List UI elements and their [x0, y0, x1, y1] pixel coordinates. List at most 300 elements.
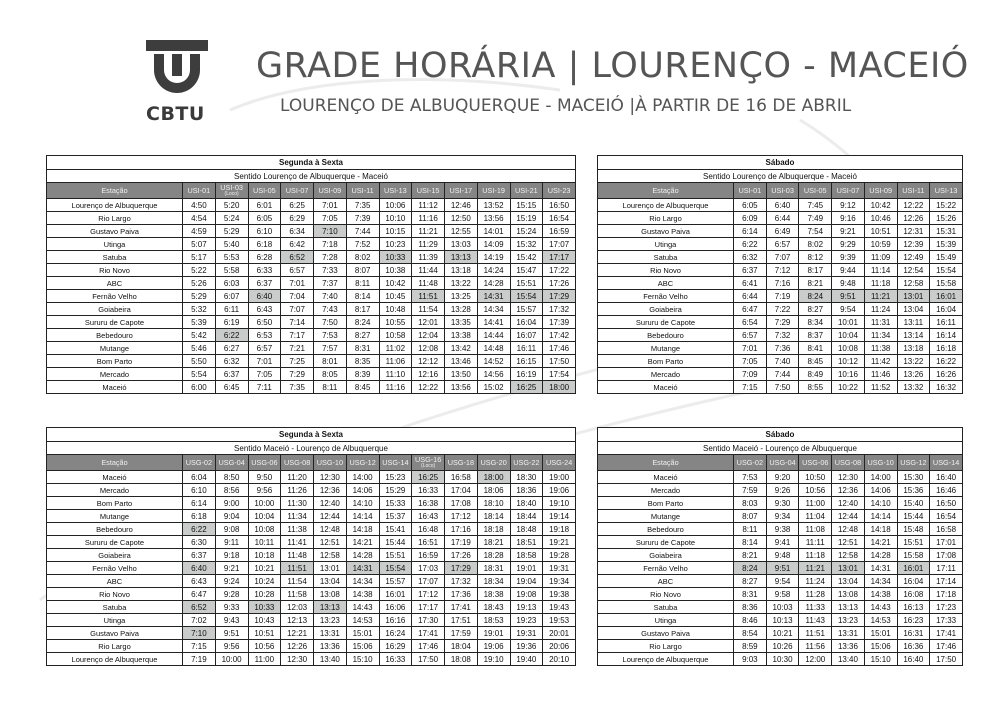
departure-time: 18:51 [510, 536, 543, 549]
departure-time: 7:07 [766, 251, 799, 264]
station-name: Mercado [598, 368, 734, 381]
departure-time: 18:53 [477, 614, 510, 627]
train-code: USI-03 [220, 183, 243, 192]
departure-time: 8:49 [799, 368, 832, 381]
logo-text: CBTU [146, 103, 205, 125]
departure-time: 12:30 [832, 471, 865, 484]
table-row [47, 342, 576, 355]
departure-time: 15:01 [346, 627, 379, 640]
table-row [47, 303, 576, 316]
departure-time: 6:42 [281, 238, 314, 251]
departure-time: 10:04 [832, 329, 865, 342]
departure-time: 10:38 [379, 264, 412, 277]
departure-time: 14:21 [346, 536, 379, 549]
departure-time: 8:31 [346, 342, 379, 355]
departure-time: 17:46 [412, 640, 445, 653]
table-row [47, 264, 576, 277]
departure-time: 11:02 [379, 342, 412, 355]
departure-time: 19:06 [543, 484, 576, 497]
departure-time: 13:23 [314, 614, 347, 627]
departure-time: 18:00 [477, 471, 510, 484]
departure-time: 5:39 [183, 316, 216, 329]
departure-time: 11:38 [281, 523, 314, 536]
departure-time: 9:38 [766, 523, 799, 536]
departure-time: 11:04 [799, 510, 832, 523]
departure-time: 13:23 [832, 614, 865, 627]
departure-time: 5:17 [183, 251, 216, 264]
departure-time: 15:54 [379, 562, 412, 575]
departure-time: 12:04 [412, 329, 445, 342]
departure-time: 7:40 [766, 355, 799, 368]
departure-time: 14:28 [477, 277, 510, 290]
departure-time: 11:18 [864, 277, 897, 290]
departure-time: 9:03 [734, 653, 767, 666]
station-column-header: Estação [47, 455, 183, 471]
departure-time: 8:54 [734, 627, 767, 640]
departure-time: 19:06 [477, 640, 510, 653]
departure-time: 17:12 [445, 510, 478, 523]
station-name: Sururu de Capote [47, 536, 183, 549]
departure-time: 15:06 [864, 640, 897, 653]
departure-time: 10:08 [248, 523, 281, 536]
departure-time: 14:09 [477, 238, 510, 251]
departure-time: 7:19 [183, 653, 216, 666]
departure-time: 18:28 [477, 549, 510, 562]
departure-time: 19:28 [543, 549, 576, 562]
departure-time: 11:34 [864, 329, 897, 342]
departure-time: 13:40 [314, 653, 347, 666]
departure-time: 7:04 [281, 290, 314, 303]
departure-time: 10:16 [832, 368, 865, 381]
station-name: Gustavo Paiva [47, 225, 183, 238]
departure-time: 11:51 [281, 562, 314, 575]
departure-time: 6:28 [248, 251, 281, 264]
departure-time: 18:43 [477, 601, 510, 614]
departure-time: 16:50 [543, 199, 576, 212]
departure-time: 17:14 [930, 575, 963, 588]
departure-time: 8:41 [799, 342, 832, 355]
departure-time: 13:13 [314, 601, 347, 614]
train-column-header: USI-13 [930, 183, 963, 199]
departure-time: 12:40 [832, 497, 865, 510]
station-name: Bom Parto [47, 497, 183, 510]
departure-time: 17:17 [412, 601, 445, 614]
departure-time: 15:42 [510, 251, 543, 264]
station-name: Mutange [598, 342, 734, 355]
departure-time: 12:22 [897, 199, 930, 212]
departure-time: 12:16 [412, 368, 445, 381]
table-row [598, 536, 963, 549]
departure-time: 8:45 [799, 355, 832, 368]
station-name: Utinga [598, 238, 734, 251]
departure-time: 6:47 [183, 588, 216, 601]
departure-time: 7:05 [734, 355, 767, 368]
departure-time: 7:10 [183, 627, 216, 640]
departure-time: 13:08 [832, 588, 865, 601]
departure-time: 15:37 [379, 510, 412, 523]
departure-time: 9:12 [832, 199, 865, 212]
departure-time: 6:44 [766, 212, 799, 225]
departure-time: 14:43 [346, 601, 379, 614]
departure-time: 11:48 [412, 277, 445, 290]
departure-time: 15:30 [897, 471, 930, 484]
train-column-header: USI-07 [832, 183, 865, 199]
departure-time: 8:05 [314, 368, 347, 381]
departure-time: 11:28 [799, 588, 832, 601]
train-column-header: USG-18 [445, 455, 478, 471]
departure-time: 17:42 [543, 329, 576, 342]
station-name: Bom Parto [598, 497, 734, 510]
train-column-header: USI-23 [543, 183, 576, 199]
departure-time: 17:46 [543, 342, 576, 355]
table-row [47, 614, 576, 627]
departure-time: 19:21 [543, 536, 576, 549]
departure-time: 19:00 [543, 471, 576, 484]
station-name: Rio Novo [598, 588, 734, 601]
departure-time: 13:25 [445, 290, 478, 303]
departure-time: 14:34 [864, 575, 897, 588]
departure-time: 12:54 [897, 264, 930, 277]
departure-time: 15:57 [379, 575, 412, 588]
departure-time: 7:25 [281, 355, 314, 368]
departure-time: 9:28 [215, 588, 248, 601]
table-row [598, 562, 963, 575]
departure-time: 10:24 [248, 575, 281, 588]
departure-time: 14:14 [346, 510, 379, 523]
departure-time: 12:58 [897, 277, 930, 290]
departure-time: 13:14 [897, 329, 930, 342]
departure-time: 9:26 [766, 484, 799, 497]
departure-time: 16:11 [930, 316, 963, 329]
station-name: Fernão Velho [598, 290, 734, 303]
departure-time: 15:41 [379, 523, 412, 536]
departure-time: 16:29 [379, 640, 412, 653]
departure-time: 8:46 [734, 614, 767, 627]
departure-time: 16:46 [930, 484, 963, 497]
station-name: Mutange [47, 510, 183, 523]
departure-time: 8:36 [734, 601, 767, 614]
departure-time: 12:40 [314, 497, 347, 510]
departure-time: 19:23 [510, 614, 543, 627]
departure-time: 11:00 [248, 653, 281, 666]
departure-time: 11:21 [799, 562, 832, 575]
departure-time: 10:33 [248, 601, 281, 614]
departure-time: 6:37 [215, 368, 248, 381]
departure-time: 10:48 [379, 303, 412, 316]
departure-time: 17:33 [930, 614, 963, 627]
table-row [598, 368, 963, 381]
table-row [598, 497, 963, 510]
departure-time: 16:08 [897, 588, 930, 601]
departure-time: 7:11 [248, 381, 281, 394]
departure-time: 14:31 [864, 562, 897, 575]
station-name: Goiabeira [47, 303, 183, 316]
departure-time: 8:55 [799, 381, 832, 394]
departure-time: 19:08 [510, 588, 543, 601]
station-name: Rio Largo [47, 640, 183, 653]
page-title: GRADE HORÁRIA | LOURENÇO - MACEIÓ [256, 46, 969, 86]
departure-time: 6:05 [734, 199, 767, 212]
station-name: ABC [598, 277, 734, 290]
departure-time: 15:10 [864, 653, 897, 666]
departure-time: 9:21 [215, 562, 248, 575]
departure-time: 16:14 [930, 329, 963, 342]
departure-time: 15:06 [346, 640, 379, 653]
departure-time: 11:30 [281, 497, 314, 510]
table-row [47, 329, 576, 342]
station-name: Bom Parto [47, 355, 183, 368]
departure-time: 12:13 [281, 614, 314, 627]
departure-time: 7:07 [281, 303, 314, 316]
table-row [47, 381, 576, 394]
departure-time: 6:32 [215, 355, 248, 368]
departure-time: 17:22 [543, 264, 576, 277]
departure-time: 14:21 [864, 536, 897, 549]
departure-time: 10:06 [379, 199, 412, 212]
departure-time: 16:58 [445, 471, 478, 484]
departure-time: 5:29 [215, 225, 248, 238]
train-column-header: USG-02 [734, 455, 767, 471]
departure-time: 8:37 [799, 329, 832, 342]
table-row [47, 562, 576, 575]
departure-time: 6:22 [183, 523, 216, 536]
departure-time: 11:33 [799, 601, 832, 614]
direction-header: Sentido Lourenço de Albuquerque - Maceió [598, 170, 963, 183]
station-column-header: Estação [47, 183, 183, 199]
departure-time: 10:45 [379, 290, 412, 303]
departure-time: 6:37 [183, 549, 216, 562]
departure-time: 17:32 [445, 575, 478, 588]
departure-time: 16:24 [379, 627, 412, 640]
departure-time: 12:58 [832, 549, 865, 562]
departure-time: 12:30 [314, 471, 347, 484]
departure-time: 12:12 [412, 355, 445, 368]
departure-time: 8:27 [799, 303, 832, 316]
station-name: Gustavo Paiva [47, 627, 183, 640]
departure-time: 6:52 [183, 601, 216, 614]
departure-time: 6:57 [281, 264, 314, 277]
departure-time: 17:08 [445, 497, 478, 510]
table-row [47, 277, 576, 290]
departure-time: 7:52 [346, 238, 379, 251]
direction-header: Sentido Maceió - Lourenço de Albuquerque [47, 442, 576, 455]
departure-time: 16:04 [930, 303, 963, 316]
departure-time: 5:54 [183, 368, 216, 381]
departure-time: 8:50 [215, 471, 248, 484]
table-row [47, 640, 576, 653]
departure-time: 14:44 [477, 329, 510, 342]
departure-time: 7:40 [314, 290, 347, 303]
departure-time: 8:07 [346, 264, 379, 277]
train-column-header: USG-06 [799, 455, 832, 471]
departure-time: 12:49 [897, 251, 930, 264]
departure-time: 12:22 [412, 381, 445, 394]
schedule-weekday-to-maceio [46, 155, 576, 394]
departure-time: 7:57 [314, 342, 347, 355]
departure-time: 7:32 [766, 329, 799, 342]
departure-time: 17:08 [930, 549, 963, 562]
departure-time: 9:51 [832, 290, 865, 303]
departure-time: 10:15 [379, 225, 412, 238]
table-row [598, 510, 963, 523]
departure-time: 10:12 [832, 355, 865, 368]
station-name: ABC [47, 277, 183, 290]
departure-time: 5:24 [215, 212, 248, 225]
departure-time: 6:53 [248, 329, 281, 342]
departure-time: 11:52 [864, 381, 897, 394]
departure-time: 17:01 [930, 536, 963, 549]
train-column-header: USG-08 [281, 455, 314, 471]
departure-time: 17:17 [543, 251, 576, 264]
departure-time: 17:39 [543, 316, 576, 329]
departure-time: 6:19 [215, 316, 248, 329]
departure-time: 5:46 [183, 342, 216, 355]
departure-time: 11:29 [412, 238, 445, 251]
departure-time: 17:19 [445, 536, 478, 549]
departure-time: 17:07 [412, 575, 445, 588]
departure-time: 6:50 [248, 316, 281, 329]
departure-time: 16:13 [897, 601, 930, 614]
departure-time: 15:01 [864, 627, 897, 640]
departure-time: 10:50 [799, 471, 832, 484]
departure-time: 13:38 [445, 329, 478, 342]
departure-time: 16:40 [930, 471, 963, 484]
departure-time: 18:34 [477, 575, 510, 588]
departure-time: 12:00 [799, 653, 832, 666]
train-column-header: USI-09 [864, 183, 897, 199]
departure-time: 18:30 [510, 471, 543, 484]
departure-time: 14:18 [864, 523, 897, 536]
departure-time: 9:56 [215, 640, 248, 653]
departure-time: 15:32 [510, 238, 543, 251]
departure-time: 13:52 [477, 199, 510, 212]
station-name: Satuba [47, 601, 183, 614]
table-row [598, 523, 963, 536]
station-name: Lourenço de Albuquerque [47, 653, 183, 666]
train-column-header: USG-14 [379, 455, 412, 471]
departure-time: 15:51 [897, 536, 930, 549]
departure-time: 13:04 [832, 575, 865, 588]
departure-time: 8:02 [799, 238, 832, 251]
departure-time: 4:50 [183, 199, 216, 212]
departure-time: 13:03 [445, 238, 478, 251]
station-name: Sururu de Capote [598, 536, 734, 549]
departure-time: 15:02 [477, 381, 510, 394]
departure-time: 11:21 [864, 290, 897, 303]
departure-time: 15:57 [510, 303, 543, 316]
departure-time: 11:31 [864, 316, 897, 329]
train-column-header: USI-17 [445, 183, 478, 199]
departure-time: 13:42 [445, 342, 478, 355]
departure-time: 12:44 [314, 510, 347, 523]
departure-time: 15:54 [930, 264, 963, 277]
table-row [47, 549, 576, 562]
train-column-header: USG-02 [183, 455, 216, 471]
departure-time: 16:51 [412, 536, 445, 549]
departure-time: 8:59 [734, 640, 767, 653]
departure-time: 8:27 [734, 575, 767, 588]
departure-time: 10:21 [248, 562, 281, 575]
departure-time: 14:00 [346, 471, 379, 484]
departure-time: 15:39 [930, 238, 963, 251]
departure-time: 13:22 [897, 355, 930, 368]
departure-time: 7:02 [183, 614, 216, 627]
departure-time: 9:24 [215, 575, 248, 588]
table-row [598, 355, 963, 368]
table-row [598, 251, 963, 264]
train-column-header: USI-01 [734, 183, 767, 199]
station-name: Satuba [598, 251, 734, 264]
departure-time: 8:34 [799, 316, 832, 329]
departure-time: 20:01 [543, 627, 576, 640]
train-column-header: USI-05 [799, 183, 832, 199]
departure-time: 7:12 [766, 264, 799, 277]
departure-time: 7:36 [766, 342, 799, 355]
departure-time: 7:53 [734, 471, 767, 484]
departure-time: 8:01 [314, 355, 347, 368]
departure-time: 13:04 [897, 303, 930, 316]
departure-time: 16:06 [379, 601, 412, 614]
station-name: Bebedouro [598, 523, 734, 536]
table-row [598, 277, 963, 290]
departure-time: 5:40 [215, 238, 248, 251]
departure-time: 13:56 [445, 381, 478, 394]
departure-time: 11:51 [799, 627, 832, 640]
station-name: ABC [47, 575, 183, 588]
departure-time: 14:14 [864, 510, 897, 523]
departure-time: 6:43 [183, 575, 216, 588]
train-column-header: USG-04 [766, 455, 799, 471]
departure-time: 6:44 [734, 290, 767, 303]
departure-time: 12:48 [832, 523, 865, 536]
departure-time: 7:43 [314, 303, 347, 316]
departure-time: 14:28 [346, 549, 379, 562]
departure-time: 7:28 [314, 251, 347, 264]
departure-time: 19:18 [543, 523, 576, 536]
station-name: Mercado [47, 368, 183, 381]
departure-time: 14:31 [477, 290, 510, 303]
departure-time: 15:58 [897, 549, 930, 562]
departure-time: 9:21 [832, 225, 865, 238]
departure-time: 15:54 [510, 290, 543, 303]
table-row [598, 653, 963, 666]
table-row [598, 225, 963, 238]
train-column-header: USI-05 [248, 183, 281, 199]
departure-time: 16:31 [897, 627, 930, 640]
departure-time: 16:19 [510, 368, 543, 381]
departure-time: 13:01 [832, 562, 865, 575]
departure-time: 17:26 [445, 549, 478, 562]
departure-time: 11:16 [412, 212, 445, 225]
departure-time: 14:53 [346, 614, 379, 627]
departure-time: 6:22 [215, 329, 248, 342]
departure-time: 13:26 [897, 368, 930, 381]
table-row [47, 510, 576, 523]
table-row [598, 381, 963, 394]
departure-time: 16:16 [379, 614, 412, 627]
departure-time: 18:18 [477, 523, 510, 536]
departure-time: 16:59 [543, 225, 576, 238]
departure-time: 7:01 [248, 355, 281, 368]
departure-time: 9:33 [215, 601, 248, 614]
departure-time: 17:41 [412, 627, 445, 640]
departure-time: 15:10 [346, 653, 379, 666]
departure-time: 15:26 [930, 212, 963, 225]
station-name: Maceió [47, 381, 183, 394]
departure-time: 7:09 [734, 368, 767, 381]
departure-time: 10:42 [864, 199, 897, 212]
departure-time: 8:07 [734, 510, 767, 523]
